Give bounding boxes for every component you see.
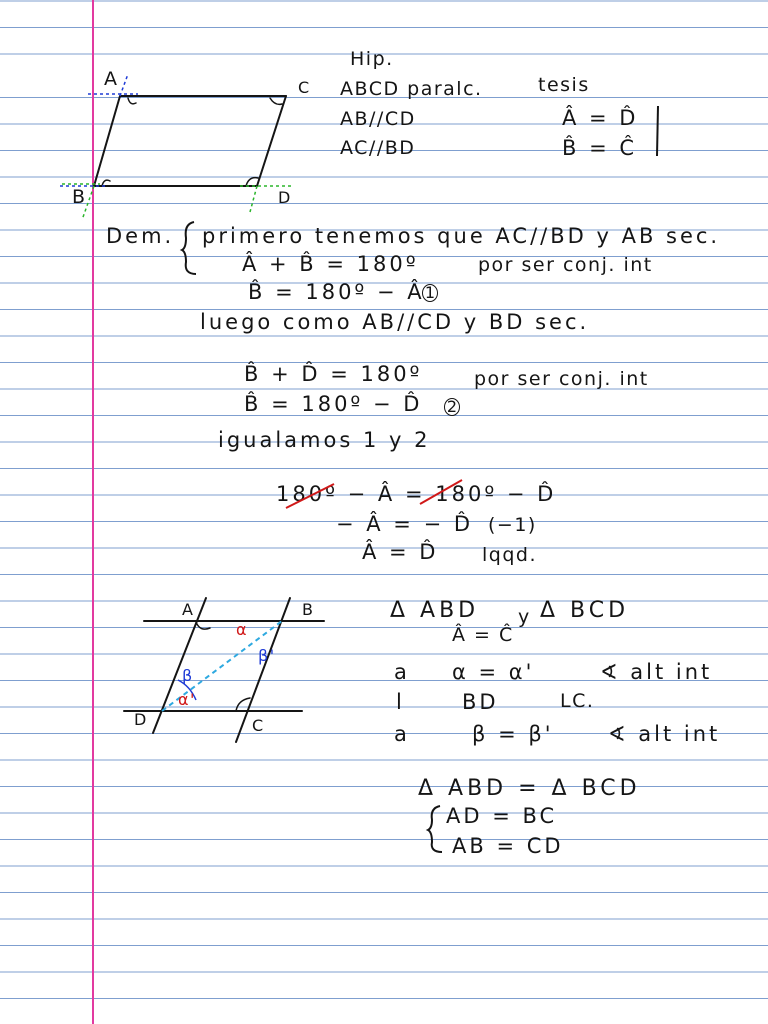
- triangles-row-3-reason: ∢ alt int: [608, 722, 721, 746]
- triangles-row-3-statement: β = β': [472, 722, 554, 746]
- demo-line-2: Â + B̂ = 180º: [242, 252, 419, 276]
- fig1-vertex-b: B: [72, 186, 87, 208]
- thesis-line-1: Â = D̂: [562, 106, 639, 130]
- demo-line-6: B̂ = 180º − D̂: [244, 392, 423, 416]
- fig2-angle-alpha: α: [236, 620, 249, 639]
- demo-line-2-reason: por ser conj. int: [478, 254, 653, 276]
- triangles-result-2: AB = CD: [452, 834, 564, 858]
- triangles-row-2-reason: LC.: [560, 690, 595, 712]
- demo-line-4: luego como AB//CD y BD sec.: [200, 310, 590, 334]
- hypothesis-line-3: AC//BD: [340, 137, 416, 159]
- triangles-heading-left: Δ ABD: [390, 598, 480, 623]
- fig1-vertex-a: A: [104, 68, 119, 90]
- triangles-row-1-reason: ∢ alt int: [600, 660, 713, 684]
- demo-line-8-mid: − Â =: [337, 482, 436, 506]
- triangles-heading-right: Δ BCD: [540, 598, 630, 623]
- triangles-row-3-tag: a: [394, 722, 410, 746]
- hypothesis-line-2: AB//CD: [340, 108, 416, 130]
- triangles-result-1: AD = BC: [446, 804, 558, 828]
- triangles-subheading: Â = Ĉ: [452, 624, 514, 646]
- demo-line-7: igualamos 1 y 2: [218, 428, 431, 452]
- fig2-angle-alpha-prime: α': [178, 690, 196, 709]
- triangles-row-1-tag: a: [394, 660, 410, 684]
- fig2-vertex-d: D: [134, 710, 148, 729]
- demo-qed: lqqd.: [482, 544, 537, 566]
- demo-line-3: B̂ = 180º − Â: [248, 280, 425, 304]
- thesis-line-2: B̂ = Ĉ: [562, 136, 638, 160]
- demo-line-5: B̂ + D̂ = 180º: [244, 362, 423, 386]
- triangles-conclusion: Δ ABD = Δ BCD: [418, 776, 641, 801]
- demo-line-8-left: 180º: [276, 482, 338, 506]
- triangles-row-2-statement: BD: [462, 690, 499, 714]
- fig2-vertex-c: C: [252, 716, 265, 735]
- demo-ref-1: 1: [422, 284, 438, 302]
- demo-line-9-note: (−1): [488, 514, 537, 536]
- triangles-row-2-tag: l: [396, 690, 405, 714]
- demo-line-5-reason: por ser conj. int: [474, 368, 649, 390]
- fig2-vertex-b: B: [302, 600, 315, 619]
- demo-line-8-right: − D̂: [497, 482, 557, 506]
- demo-line-10: Â = D̂: [362, 540, 439, 564]
- fig2-angle-beta: β: [182, 666, 194, 685]
- fig2-vertex-a: A: [182, 600, 195, 619]
- hypothesis-title: Hip.: [350, 48, 394, 70]
- fig1-vertex-d: D: [278, 188, 292, 207]
- fig1-vertex-c: C: [298, 78, 311, 97]
- demo-label: Dem.: [106, 224, 175, 248]
- demo-line-9: − Â = − D̂: [336, 512, 474, 536]
- demo-line-1: primero tenemos que AC//BD y AB sec.: [202, 224, 721, 248]
- demo-line-8-mid2: 180º: [435, 482, 498, 506]
- hypothesis-line-1: ABCD paralc.: [340, 78, 483, 100]
- triangles-row-1-statement: α = α': [452, 660, 535, 684]
- demo-ref-2: 2: [444, 398, 460, 416]
- triangles-heading-and: y: [518, 606, 531, 628]
- thesis-title: tesis: [538, 74, 590, 96]
- fig2-angle-beta-prime: β': [258, 646, 276, 665]
